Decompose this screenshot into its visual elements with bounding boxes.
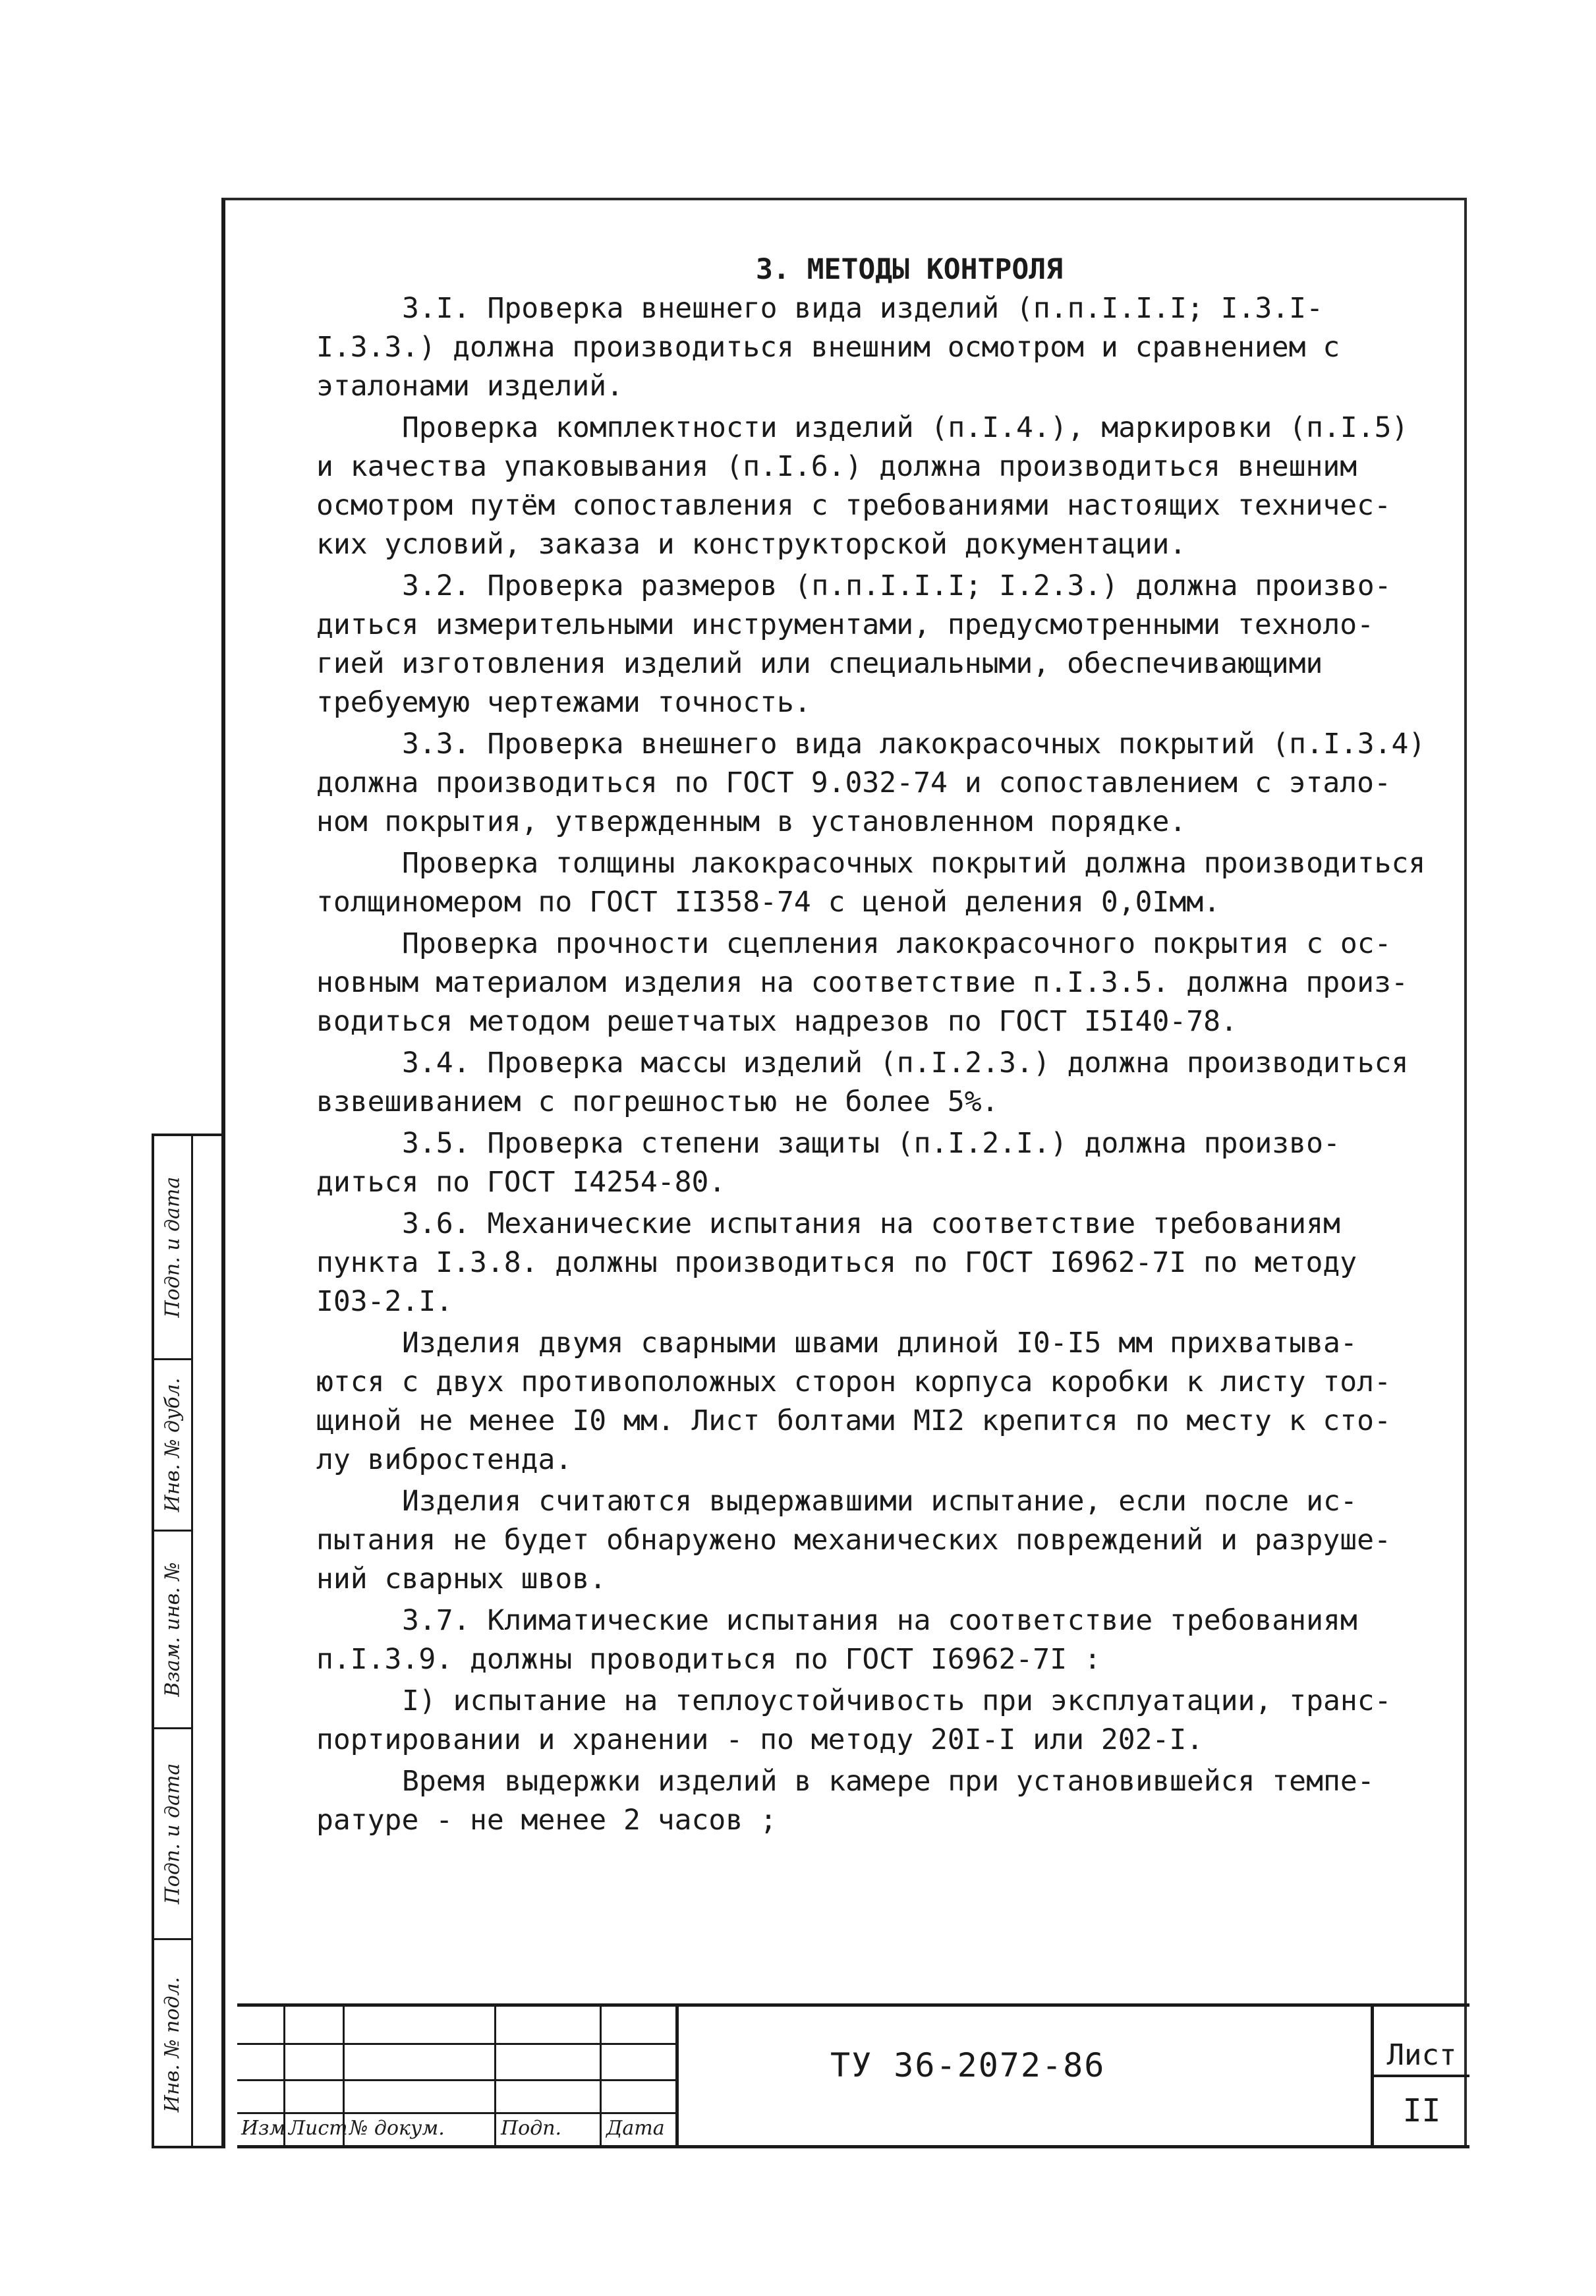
title-block-grid (237, 2007, 679, 2145)
side-cell-label: Взам. инв. № (161, 1562, 185, 1697)
side-strip-divider (191, 1136, 193, 2146)
grid-line (494, 2007, 496, 2145)
paragraph: Проверка прочности сцепления лакокрасочного покрытия с ос- новным материалом изделия на соответствие п.I.3.5. должна произ- водиться методом решетчатых надрезов по ГОСТ I5I40-78. (316, 927, 1408, 1038)
label-sheet: Лист (289, 2117, 348, 2140)
document-body (316, 250, 1463, 1843)
paragraph: Проверка толщины лакокрасочных покрытий должна производиться толщиномером по ГОСТ II358-74 с ценой деления 0,0Iмм. (316, 847, 1426, 919)
paragraph: Проверка комплектности изделий (п.I.4.), маркировки (п.I.5) и качества упаковывания (п.I.6.) должна производиться внешним осмотром путём сопоставления с требованиями настоящих техничес- ких условий, заказа и конструкторской документации. (316, 411, 1409, 561)
side-cell-sign-date (154, 1136, 191, 1360)
grid-line (600, 2007, 602, 2145)
paragraph: 3.6. Механические испытания на соответствие требованиям пункта I.3.8. должны производиться по ГОСТ I6962-7I по методу I03-2.I. (316, 1207, 1357, 1318)
side-cell-sign-date-2 (154, 1729, 191, 1940)
paragraph: Изделия считаются выдержавшими испытание, если после ис- пытания не будет обнаружено механических повреждений и разруше- ний сварных швов. (316, 1485, 1391, 1595)
grid-line (237, 2043, 675, 2045)
sheet-label: Лист (1374, 2038, 1469, 2077)
side-cell-label: Подп. и дата (161, 1763, 185, 1905)
sheet-number: II (1402, 2092, 1441, 2129)
grid-line (237, 2112, 675, 2114)
label-date: Дата (606, 2117, 665, 2140)
paragraph: Изделия двумя сварными швами длиной I0-I5 мм прихватыва- ются с двух противоположных сторон корпуса коробки к листу тол- щиной не менее I0 мм. Лист болтами МI2 крепится по месту к сто- лу вибростенда. (316, 1327, 1391, 1476)
label-change: Изм (241, 2117, 286, 2140)
paragraph: 3.5. Проверка степени защиты (п.I.2.I.) должна произво- диться по ГОСТ I4254-80. (316, 1127, 1340, 1199)
sheet-box (1371, 2007, 1469, 2145)
side-cell-orig-inv (154, 1940, 191, 2148)
paragraph: I) испытание на теплоустойчивость при эксплуатации, транс- портировании и хранении - по методу 20I-I или 202-I. (316, 1684, 1392, 1756)
paragraph: 3.4. Проверка массы изделий (п.I.2.3.) должна производиться взвешиванием с погрешностью не более 5%. (316, 1047, 1409, 1118)
side-cell-replace-inv (154, 1532, 191, 1729)
label-signature: Подп. (501, 2117, 562, 2140)
title-block (237, 2003, 1469, 2148)
side-stamp-strip (152, 1134, 224, 2148)
label-doc-number: № докум. (349, 2117, 445, 2140)
side-cell-label: Инв. № подл. (161, 1976, 185, 2112)
paragraph: 3.I. Проверка внешнего вида изделий (п.п.I.I.I; I.3.I- I.3.3.) должна производиться внешним осмотром и сравнением с эталонами изделий. (316, 292, 1340, 403)
document-code: ТУ 36-2072-86 (830, 2046, 1106, 2084)
grid-line (237, 2079, 675, 2081)
side-cell-dup-inv (154, 1360, 191, 1532)
paragraph: 3.7. Климатические испытания на соответствие требованиям п.I.3.9. должны проводиться по ГОСТ I6962-7I : (316, 1604, 1357, 1676)
paragraph: 3.2. Проверка размеров (п.п.I.I.I; I.2.3.) должна произво- диться измерительными инструментами, предусмотренными техноло- гией изготовления изделий или специальными, обеспечивающими требуемую чертежами точность. (316, 569, 1392, 719)
paragraph: Время выдержки изделий в камере при установившейся темпе- ратуре - не менее 2 часов ; (316, 1765, 1375, 1837)
side-cell-label: Инв. № дубл. (161, 1377, 185, 1512)
section-heading: 3. МЕТОДЫ КОНТРОЛЯ (756, 253, 1063, 286)
paragraph: 3.3. Проверка внешнего вида лакокрасочных покрытий (п.I.3.4) должна производиться по ГОСТ 9.032-74 и сопоставлением с этало- ном покрытия, утвержденным в установленном порядке. (316, 728, 1426, 838)
side-cell-label: Подп. и дата (161, 1176, 185, 1318)
